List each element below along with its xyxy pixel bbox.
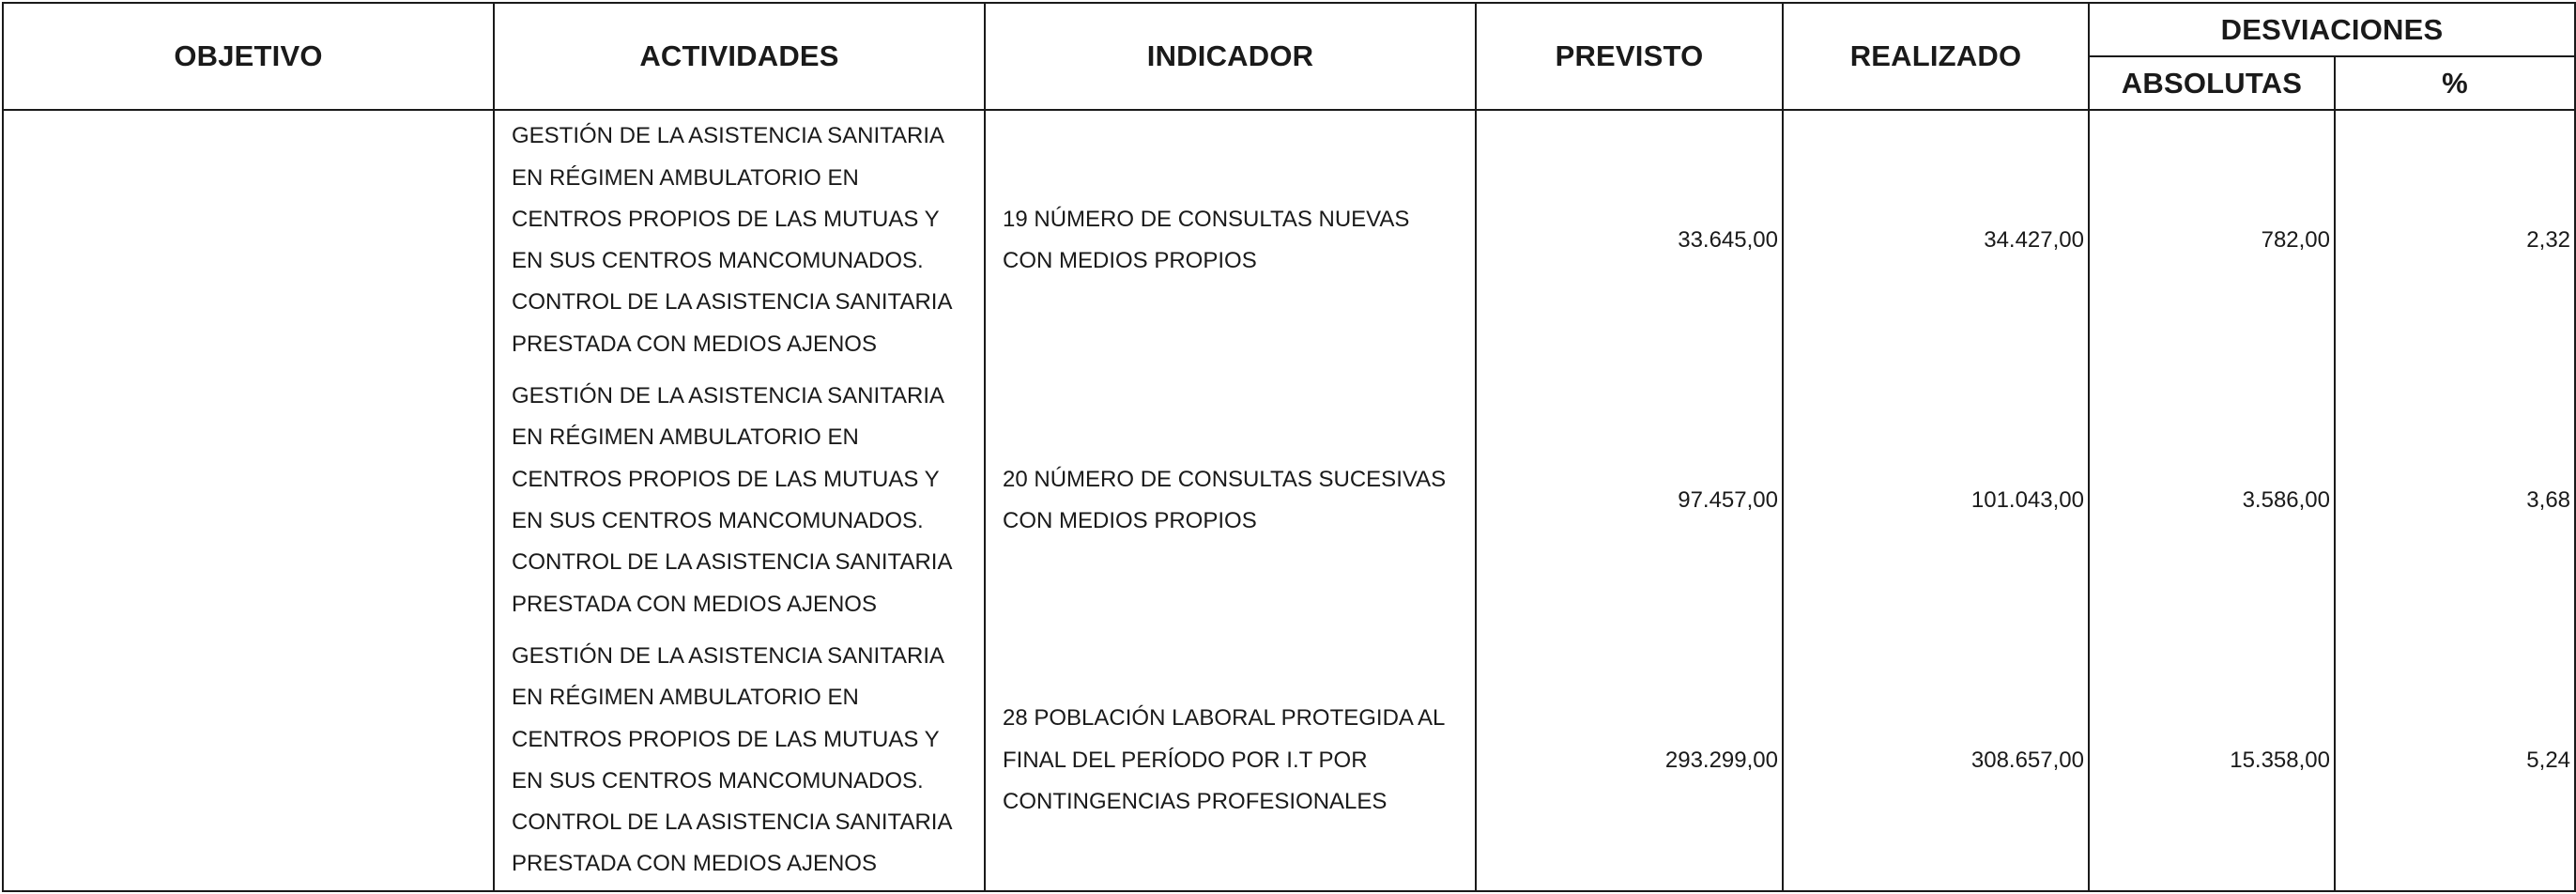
- realizado-cell: 101.043,00: [1783, 370, 2089, 630]
- porcentaje-cell: 3,68: [2335, 370, 2575, 630]
- absolutas-cell: 15.358,00: [2089, 631, 2335, 891]
- header-realizado: REALIZADO: [1783, 3, 2089, 110]
- indicador-line: 19 NÚMERO DE CONSULTAS NUEVAS: [1003, 206, 1410, 232]
- actividad-cell: [494, 631, 985, 891]
- header-row: [3, 3, 2575, 56]
- actividad-line: GESTIÓN DE LA ASISTENCIA SANITARIA: [512, 123, 945, 149]
- absolutas-cell: 3.586,00: [2089, 370, 2335, 630]
- absolutas-cell: 782,00: [2089, 110, 2335, 370]
- actividad-line: CENTROS PROPIOS DE LAS MUTUAS Y: [512, 466, 940, 492]
- indicador-cell: [985, 370, 1476, 630]
- previsto-cell: 33.645,00: [1476, 110, 1783, 370]
- table-row: [3, 110, 2575, 370]
- indicador-line: 28 POBLACIÓN LABORAL PROTEGIDA AL: [1003, 705, 1446, 732]
- actividad-line: EN SUS CENTROS MANCOMUNADOS.: [512, 507, 924, 533]
- actividad-line: PRESTADA CON MEDIOS AJENOS: [512, 851, 877, 877]
- header-previsto: PREVISTO: [1476, 3, 1783, 110]
- realizado-cell: 308.657,00: [1783, 631, 2089, 891]
- header-indicador: INDICADOR: [985, 3, 1476, 110]
- actividad-line: PRESTADA CON MEDIOS AJENOS: [512, 591, 877, 617]
- actividad-line: PRESTADA CON MEDIOS AJENOS: [512, 331, 877, 357]
- table-body: [3, 110, 2575, 891]
- indicador-line: FINAL DEL PERÍODO POR I.T POR: [1003, 747, 1368, 773]
- actividad-line: EN RÉGIMEN AMBULATORIO EN: [512, 164, 859, 191]
- indicador-line: CONTINGENCIAS PROFESIONALES: [1003, 788, 1388, 814]
- header-objetivo: OBJETIVO: [3, 3, 494, 110]
- actividad-line: EN RÉGIMEN AMBULATORIO EN: [512, 685, 859, 711]
- actividad-line: CONTROL DE LA ASISTENCIA SANITARIA: [512, 549, 953, 576]
- porcentaje-cell: 2,32: [2335, 110, 2575, 370]
- realizado-cell: 34.427,00: [1783, 110, 2089, 370]
- porcentaje-cell: 5,24: [2335, 631, 2575, 891]
- indicador-line: CON MEDIOS PROPIOS: [1003, 248, 1257, 274]
- actividad-line: CONTROL DE LA ASISTENCIA SANITARIA: [512, 289, 953, 316]
- actividad-line: EN SUS CENTROS MANCOMUNADOS.: [512, 767, 924, 794]
- actividad-line: EN SUS CENTROS MANCOMUNADOS.: [512, 248, 924, 274]
- previsto-cell: 97.457,00: [1476, 370, 1783, 630]
- indicador-line: 20 NÚMERO DE CONSULTAS SUCESIVAS: [1003, 466, 1447, 492]
- header-absolutas: ABSOLUTAS: [2089, 56, 2335, 110]
- actividad-line: GESTIÓN DE LA ASISTENCIA SANITARIA: [512, 642, 945, 669]
- table-header: [3, 3, 2575, 110]
- actividad-line: CONTROL DE LA ASISTENCIA SANITARIA: [512, 809, 953, 836]
- actividad-cell: [494, 370, 985, 630]
- actividad-line: CENTROS PROPIOS DE LAS MUTUAS Y: [512, 726, 940, 752]
- objetivo-cell: [3, 110, 494, 891]
- indicador-line: CON MEDIOS PROPIOS: [1003, 507, 1257, 533]
- header-actividades: ACTIVIDADES: [494, 3, 985, 110]
- indicador-cell: [985, 110, 1476, 370]
- header-porcentaje: %: [2335, 56, 2575, 110]
- actividad-line: EN RÉGIMEN AMBULATORIO EN: [512, 424, 859, 451]
- indicators-table: [2, 2, 2576, 892]
- actividad-line: GESTIÓN DE LA ASISTENCIA SANITARIA: [512, 383, 945, 409]
- actividad-line: CENTROS PROPIOS DE LAS MUTUAS Y: [512, 206, 940, 232]
- previsto-cell: 293.299,00: [1476, 631, 1783, 891]
- header-desviaciones: DESVIACIONES: [2089, 3, 2575, 56]
- actividad-cell: [494, 110, 985, 370]
- indicador-cell: [985, 631, 1476, 891]
